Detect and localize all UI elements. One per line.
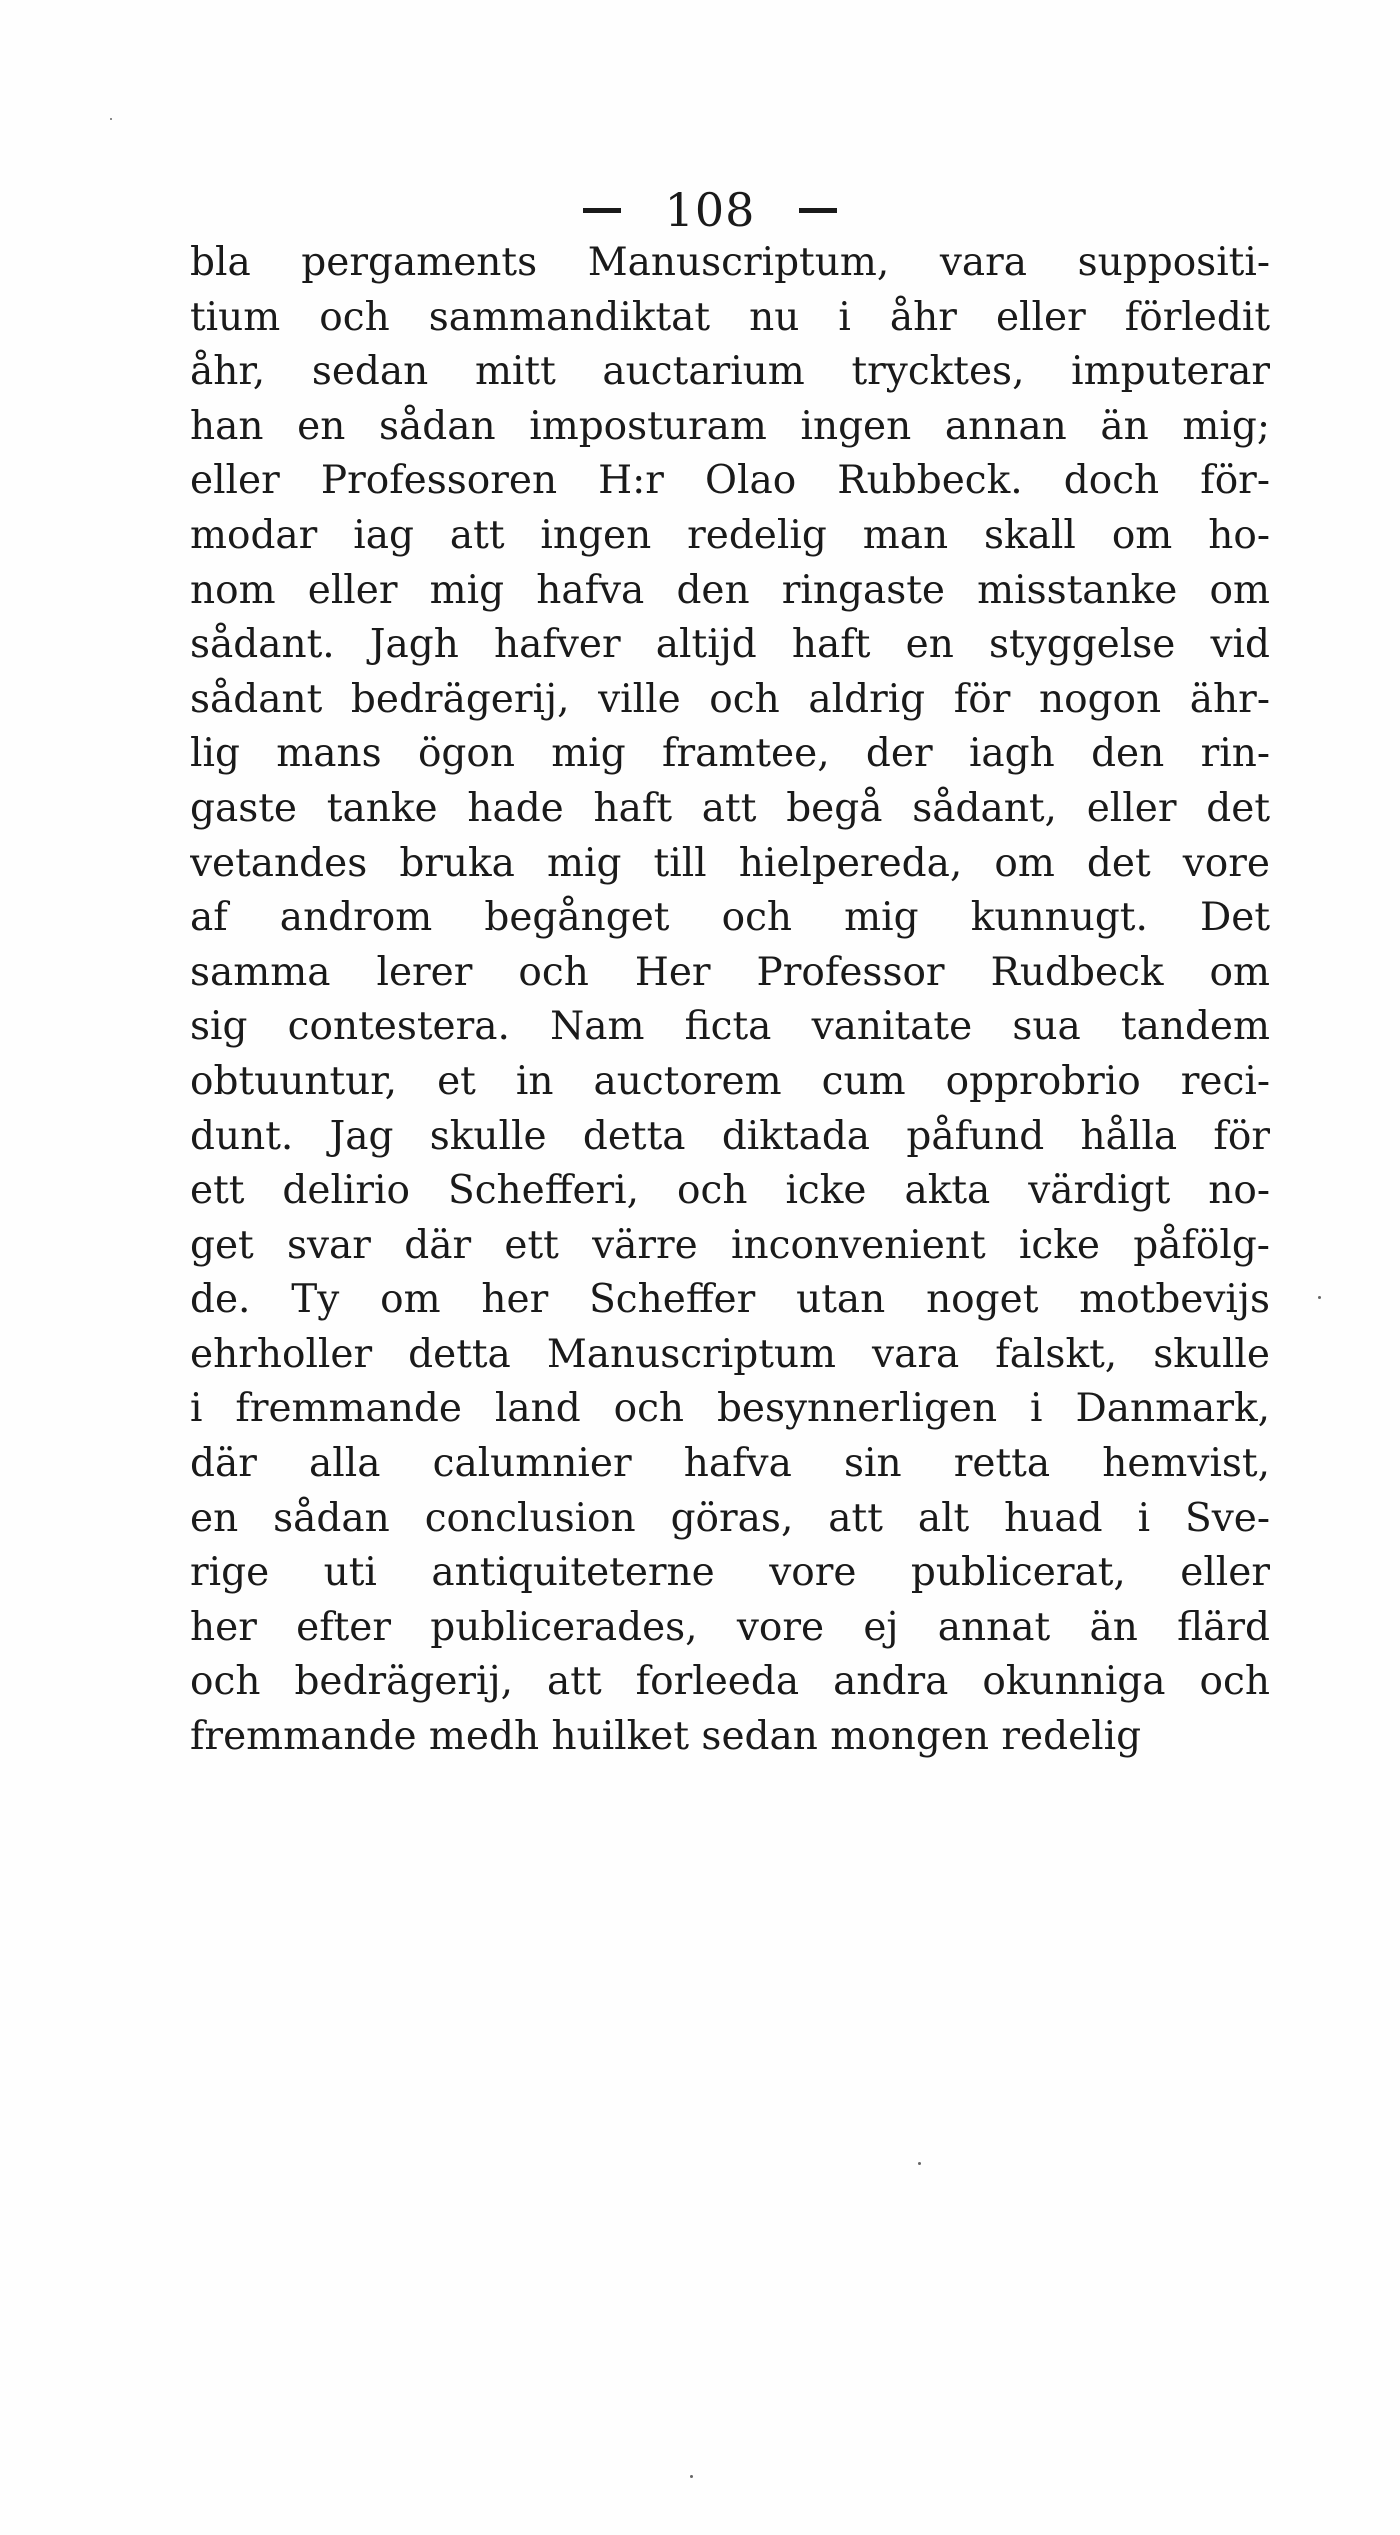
text-line: obtuuntur, et in auctorem cum opprobrio reci- <box>190 1058 1270 1104</box>
header-dash-left <box>583 208 621 213</box>
text-line: tium och sammandiktat nu i åhr eller förledit <box>190 294 1270 340</box>
text-line: sådant. Jagh hafver altijd haft en styggelse vid <box>190 622 1270 668</box>
paper-speck <box>110 118 112 120</box>
text-line: ehrholler detta Manuscriptum vara falskt, skulle <box>190 1331 1270 1377</box>
header-dash-right <box>799 208 837 213</box>
text-line: af androm begånget och mig kunnugt. Det <box>190 895 1270 941</box>
text-line: bla pergaments Manuscriptum, vara suppositi- <box>190 240 1270 285</box>
paper-speck <box>918 2162 921 2165</box>
text-line: samma lerer och Her Professor Rudbeck om <box>190 949 1270 995</box>
text-line: ett delirio Schefferi, och icke akta värdigt no- <box>190 1168 1270 1214</box>
paper-speck <box>1318 1296 1321 1299</box>
text-line: lig mans ögon mig framtee, der iagh den rin- <box>190 731 1270 777</box>
page-header <box>530 175 890 245</box>
text-line: sig contestera. Nam ficta vanitate sua tandem <box>190 1004 1270 1050</box>
text-line: rige uti antiquiteterne vore publicerat, eller <box>190 1550 1270 1596</box>
text-line: där alla calumnier hafva sin retta hemvist, <box>190 1441 1270 1487</box>
text-line: åhr, sedan mitt auctarium trycktes, imputerar <box>190 349 1270 395</box>
page-number: 108 <box>664 183 756 237</box>
text-line: fremmande medh huilket sedan mongen redelig <box>190 1714 1142 1760</box>
text-line: i fremmande land och besynnerligen i Danmark, <box>190 1386 1270 1432</box>
text-line: get svar där ett värre inconvenient icke påfölg- <box>190 1222 1270 1268</box>
text-line: her efter publicerades, vore ej annat än flärd <box>190 1604 1270 1650</box>
text-line: han en sådan imposturam ingen annan än mig; <box>190 403 1270 449</box>
text-line: de. Ty om her Scheffer utan noget motbevijs <box>190 1277 1270 1323</box>
paper-speck <box>690 2475 693 2478</box>
body-text <box>190 236 1270 1765</box>
text-line: sådant bedrägerij, ville och aldrig för nogon ähr- <box>190 676 1270 722</box>
text-line: vetandes bruka mig till hielpereda, om det vore <box>190 840 1270 886</box>
text-line: eller Professoren H:r Olao Rubbeck. doch för- <box>190 458 1270 504</box>
text-line: modar iag att ingen redelig man skall om ho- <box>190 512 1270 558</box>
text-line: och bedrägerij, att forleeda andra okunniga och <box>190 1659 1270 1705</box>
text-line: en sådan conclusion göras, att alt huad i Sve- <box>190 1495 1270 1541</box>
text-line: gaste tanke hade haft att begå sådant, eller det <box>190 785 1270 831</box>
text-line: dunt. Jag skulle detta diktada påfund hålla för <box>190 1113 1270 1159</box>
text-line: nom eller mig hafva den ringaste misstanke om <box>190 567 1270 613</box>
